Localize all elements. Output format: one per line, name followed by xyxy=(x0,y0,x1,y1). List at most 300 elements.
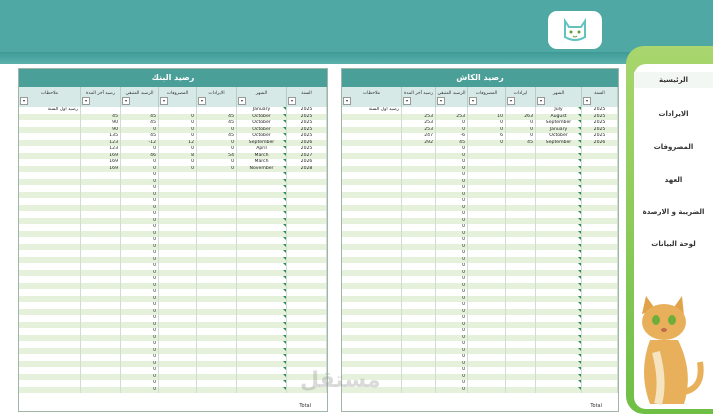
bank-cell[interactable]: 0 xyxy=(121,231,159,238)
cat-logo-icon[interactable] xyxy=(548,11,602,49)
bank-cell[interactable] xyxy=(81,387,121,394)
dropdown-marker-icon xyxy=(578,224,581,227)
bank-cell[interactable]: 45 xyxy=(197,114,237,121)
top-banner xyxy=(0,0,713,64)
bank-cell[interactable]: 0 xyxy=(121,257,159,264)
bank-cell[interactable]: 0 xyxy=(197,127,237,134)
cash-cell[interactable]: 0 xyxy=(436,361,468,368)
bank-cell[interactable]: 0 xyxy=(121,192,159,199)
cash-cell[interactable]: 0 xyxy=(436,192,468,199)
bank-cell[interactable]: 12 xyxy=(159,140,197,147)
cash-cell[interactable]: 0 xyxy=(436,205,468,212)
nav-home[interactable]: الرئيسية xyxy=(634,72,713,88)
dropdown-marker-icon xyxy=(578,179,581,182)
cash-cell[interactable]: August xyxy=(536,114,582,121)
bank-col-header[interactable]: رصيد آخر المدة ▾ xyxy=(81,87,121,107)
bank-cell[interactable]: 123 xyxy=(81,146,121,153)
filter-dropdown-icon[interactable]: ▾ xyxy=(437,97,445,105)
dropdown-marker-icon xyxy=(578,315,581,318)
cash-cell[interactable]: 0 xyxy=(436,198,468,205)
dropdown-marker-icon xyxy=(578,198,581,201)
cash-cell[interactable]: 0 xyxy=(436,237,468,244)
bank-cell[interactable]: 0 xyxy=(197,140,237,147)
bank-cell[interactable]: 8 xyxy=(159,153,197,160)
cash-col-header[interactable]: الشهر ▾ xyxy=(536,87,582,107)
cash-cell[interactable]: 6 xyxy=(468,133,506,140)
bank-cell[interactable]: 0 xyxy=(121,361,159,368)
cash-cell[interactable]: January xyxy=(536,127,582,134)
cash-col-header[interactable]: ايرادات ▾ xyxy=(506,87,536,107)
filter-dropdown-icon[interactable]: ▾ xyxy=(20,97,28,105)
bank-cell[interactable]: 0 xyxy=(197,159,237,166)
bank-cell[interactable]: 0 xyxy=(197,146,237,153)
filter-dropdown-icon[interactable]: ▾ xyxy=(403,97,411,105)
dropdown-marker-icon xyxy=(283,211,286,214)
cash-cell[interactable]: 0 xyxy=(436,380,468,387)
bank-cell[interactable]: October xyxy=(237,133,287,140)
dropdown-marker-icon xyxy=(283,257,286,260)
cash-cell[interactable]: 0 xyxy=(436,354,468,361)
bank-cell[interactable]: 90 xyxy=(81,127,121,134)
dropdown-marker-icon xyxy=(283,354,286,357)
cash-col-header[interactable]: الرصيد المتبقي ▾ xyxy=(436,87,468,107)
nav-revenues[interactable]: الايرادات xyxy=(658,110,689,118)
dropdown-marker-icon xyxy=(283,192,286,195)
cash-cell[interactable]: 0 xyxy=(436,146,468,153)
dropdown-marker-icon xyxy=(578,348,581,351)
dropdown-marker-icon xyxy=(578,166,581,169)
nav-tax-balances[interactable]: الضريبة و الارصدة xyxy=(642,208,705,216)
bank-cell[interactable]: 0 xyxy=(121,166,159,173)
cash-cell[interactable]: 2025 xyxy=(582,120,618,127)
dropdown-marker-icon xyxy=(578,140,581,143)
bank-cell[interactable]: 0 xyxy=(121,237,159,244)
dropdown-marker-icon xyxy=(578,328,581,331)
bank-cell[interactable]: October xyxy=(237,120,287,127)
bank-cell[interactable]: 2026 xyxy=(287,140,327,147)
dropdown-marker-icon xyxy=(578,211,581,214)
cash-cell[interactable]: 253 xyxy=(402,120,436,127)
cash-cell[interactable]: 0 xyxy=(436,328,468,335)
bank-cell[interactable]: 0 xyxy=(121,172,159,179)
cash-cell[interactable]: 2025 xyxy=(582,114,618,121)
bank-cell[interactable]: 0 xyxy=(121,179,159,186)
dropdown-marker-icon xyxy=(578,244,581,247)
dropdown-marker-icon xyxy=(578,133,581,136)
dropdown-marker-icon xyxy=(578,127,581,130)
cash-cell[interactable]: 0 xyxy=(436,348,468,355)
dropdown-marker-icon xyxy=(578,192,581,195)
cash-panel-title: رصيد الكاش xyxy=(342,69,618,87)
dropdown-marker-icon xyxy=(283,283,286,286)
dropdown-marker-icon xyxy=(283,309,286,312)
dropdown-marker-icon xyxy=(283,166,286,169)
dropdown-marker-icon xyxy=(283,185,286,188)
filter-dropdown-icon[interactable]: ▾ xyxy=(507,97,515,105)
bank-cell[interactable]: 123 xyxy=(81,140,121,147)
bank-cell[interactable]: 2025 xyxy=(287,133,327,140)
dropdown-marker-icon xyxy=(283,231,286,234)
bank-cell[interactable]: October xyxy=(237,114,287,121)
dropdown-marker-icon xyxy=(283,302,286,305)
dropdown-marker-icon xyxy=(283,270,286,273)
dropdown-marker-icon xyxy=(283,224,286,227)
bank-cell[interactable]: 0 xyxy=(121,244,159,251)
bank-cell[interactable]: 54 xyxy=(197,153,237,160)
bank-cell[interactable]: March xyxy=(237,159,287,166)
cash-cell[interactable]: 2026 xyxy=(582,140,618,147)
bank-cell[interactable]: 0 xyxy=(121,270,159,277)
dropdown-marker-icon xyxy=(578,387,581,390)
cash-cell[interactable]: 2025 xyxy=(582,133,618,140)
bank-cell[interactable]: 0 xyxy=(121,309,159,316)
filter-dropdown-icon[interactable]: ▾ xyxy=(288,97,296,105)
bank-cell[interactable]: 0 xyxy=(121,354,159,361)
bank-header-row xyxy=(19,87,327,107)
dropdown-marker-icon xyxy=(578,120,581,123)
dropdown-marker-icon xyxy=(578,218,581,221)
cash-cell[interactable]: 0 xyxy=(436,270,468,277)
bank-col-header[interactable]: السنة ▾ xyxy=(287,87,327,107)
bank-cell[interactable]: 0 xyxy=(159,127,197,134)
bank-cell[interactable]: 0 xyxy=(121,263,159,270)
nav-custody[interactable]: العهد xyxy=(664,176,683,184)
cash-cell[interactable]: 253 xyxy=(402,127,436,134)
bank-col-header[interactable]: الايرادات ▾ xyxy=(197,87,237,107)
bank-cell[interactable]: 0 xyxy=(121,348,159,355)
dropdown-marker-icon xyxy=(283,127,286,130)
dropdown-marker-icon xyxy=(578,153,581,156)
cash-cell[interactable]: July xyxy=(536,107,582,114)
filter-dropdown-icon[interactable]: ▾ xyxy=(198,97,206,105)
bank-cell[interactable]: 2027 xyxy=(287,153,327,160)
dropdown-marker-icon xyxy=(283,114,286,117)
bank-cell[interactable]: 2025 xyxy=(287,107,327,114)
bank-cell[interactable]: 2025 xyxy=(287,120,327,127)
bank-cell[interactable]: 0 xyxy=(159,133,197,140)
bank-cell[interactable] xyxy=(237,387,287,394)
dropdown-marker-icon xyxy=(283,380,286,383)
dropdown-marker-icon xyxy=(283,153,286,156)
dropdown-marker-icon xyxy=(578,263,581,266)
cash-cell[interactable]: 0 xyxy=(436,224,468,231)
filter-dropdown-icon[interactable]: ▾ xyxy=(583,97,591,105)
bank-cell[interactable]: 169 xyxy=(81,153,121,160)
bank-cell[interactable]: 0 xyxy=(159,159,197,166)
cash-cell[interactable]: 0 xyxy=(436,341,468,348)
cash-cell[interactable] xyxy=(402,387,436,394)
cash-cell[interactable]: 0 xyxy=(468,127,506,134)
bank-cell[interactable]: 0 xyxy=(121,250,159,257)
cash-cell[interactable]: 0 xyxy=(436,218,468,225)
bank-cell[interactable]: March xyxy=(237,153,287,160)
bank-cell[interactable]: 0 xyxy=(121,218,159,225)
cash-cell[interactable]: 0 xyxy=(436,166,468,173)
bank-panel-title: رصيد البنك xyxy=(19,69,327,87)
dropdown-marker-icon xyxy=(283,315,286,318)
dropdown-marker-icon xyxy=(283,263,286,266)
cash-col-header[interactable]: المصروفات ▾ xyxy=(468,87,506,107)
bank-table-row xyxy=(19,387,327,394)
dropdown-marker-icon xyxy=(578,237,581,240)
cash-cell[interactable]: 10 xyxy=(468,114,506,121)
dropdown-marker-icon xyxy=(578,172,581,175)
cash-cell[interactable] xyxy=(506,387,536,394)
dropdown-marker-icon xyxy=(283,296,286,299)
dropdown-marker-icon xyxy=(578,159,581,162)
cash-cell[interactable]: 263 xyxy=(506,114,536,121)
cash-cell[interactable]: October xyxy=(536,133,582,140)
bank-cell[interactable]: 45 xyxy=(121,114,159,121)
filter-dropdown-icon[interactable]: ▾ xyxy=(537,97,545,105)
bank-cell[interactable]: 90 xyxy=(81,120,121,127)
bank-cell[interactable]: 0 xyxy=(121,159,159,166)
dropdown-marker-icon xyxy=(578,380,581,383)
bank-cell[interactable]: 0 xyxy=(121,380,159,387)
bank-cell[interactable]: 45 xyxy=(197,120,237,127)
dropdown-marker-icon xyxy=(578,205,581,208)
bank-cell[interactable]: 135 xyxy=(81,133,121,140)
cash-cell[interactable]: رصيد اول السنة xyxy=(342,107,402,114)
dropdown-marker-icon xyxy=(578,309,581,312)
nav-expenses[interactable]: المصروفات xyxy=(653,143,694,151)
cash-cell[interactable]: 0 xyxy=(436,387,468,394)
bank-cell[interactable]: 2025 xyxy=(287,127,327,134)
cash-cell[interactable]: -6 xyxy=(436,133,468,140)
bank-cell[interactable]: 45 xyxy=(121,133,159,140)
bank-cell[interactable]: 0 xyxy=(121,205,159,212)
cash-cell[interactable]: 0 xyxy=(436,231,468,238)
cash-cell[interactable]: 0 xyxy=(436,263,468,270)
cash-col-header[interactable]: رصيد آخر المدة ▾ xyxy=(402,87,436,107)
filter-dropdown-icon[interactable]: ▾ xyxy=(238,97,246,105)
cash-cell[interactable]: 0 xyxy=(436,335,468,342)
bank-cell[interactable]: 0 xyxy=(197,166,237,173)
dropdown-marker-icon xyxy=(283,120,286,123)
cash-cell[interactable]: September xyxy=(536,140,582,147)
dropdown-marker-icon xyxy=(283,328,286,331)
cash-cell[interactable]: 0 xyxy=(436,244,468,251)
bank-cell[interactable]: 0 xyxy=(159,120,197,127)
bank-cell[interactable]: 0 xyxy=(121,328,159,335)
bank-cell[interactable]: 0 xyxy=(121,198,159,205)
cash-cell[interactable]: 0 xyxy=(506,127,536,134)
dropdown-marker-icon xyxy=(578,114,581,117)
cash-cell[interactable]: 0 xyxy=(468,120,506,127)
dropdown-marker-icon xyxy=(578,341,581,344)
dropdown-marker-icon xyxy=(578,276,581,279)
cash-cell[interactable]: 0 xyxy=(436,374,468,381)
bank-cell[interactable]: 0 xyxy=(159,114,197,121)
dropdown-marker-icon xyxy=(283,237,286,240)
bank-cell[interactable] xyxy=(19,387,81,394)
dropdown-marker-icon xyxy=(578,374,581,377)
cash-cell[interactable]: 0 xyxy=(436,296,468,303)
bank-cell[interactable]: September xyxy=(237,140,287,147)
bank-cell[interactable]: 0 xyxy=(121,289,159,296)
cash-cell[interactable]: 0 xyxy=(436,289,468,296)
dropdown-marker-icon xyxy=(283,133,286,136)
dropdown-marker-icon xyxy=(578,335,581,338)
filter-dropdown-icon[interactable]: ▾ xyxy=(343,97,351,105)
bank-cell[interactable] xyxy=(197,387,237,394)
cash-cell[interactable]: 0 xyxy=(436,250,468,257)
cash-cell[interactable]: 45 xyxy=(506,140,536,147)
bank-col-header[interactable]: الرصيد المتبقي ▾ xyxy=(121,87,159,107)
dropdown-marker-icon xyxy=(578,270,581,273)
cash-cell[interactable]: 0 xyxy=(436,159,468,166)
cash-cell[interactable]: 0 xyxy=(436,257,468,264)
cash-cell[interactable]: 253 xyxy=(402,114,436,121)
bank-cell[interactable]: 45 xyxy=(81,114,121,121)
cash-cell[interactable]: 0 xyxy=(436,315,468,322)
bank-cell[interactable]: 0 xyxy=(121,146,159,153)
bank-cell[interactable]: 0 xyxy=(121,335,159,342)
bank-total-label: Total xyxy=(299,403,311,409)
cash-cell[interactable]: 0 xyxy=(436,179,468,186)
dropdown-marker-icon xyxy=(578,302,581,305)
bank-cell[interactable]: 169 xyxy=(81,159,121,166)
cash-cell[interactable]: 2025 xyxy=(582,107,618,114)
cash-cell[interactable]: 0 xyxy=(436,120,468,127)
dropdown-marker-icon xyxy=(283,289,286,292)
cash-cell[interactable]: 292 xyxy=(402,140,436,147)
bank-cell[interactable]: 45 xyxy=(197,133,237,140)
cash-col-header[interactable]: ملاحظات ▾ xyxy=(342,87,402,107)
cash-col-header[interactable]: السنة ▾ xyxy=(582,87,618,107)
cash-cell[interactable] xyxy=(536,387,582,394)
bank-cell[interactable]: 2025 xyxy=(287,146,327,153)
cash-cell[interactable]: 0 xyxy=(436,127,468,134)
banner-accent xyxy=(0,52,713,64)
cash-cell[interactable]: 0 xyxy=(506,120,536,127)
bank-cell[interactable]: 169 xyxy=(81,166,121,173)
dropdown-marker-icon xyxy=(283,218,286,221)
dropdown-marker-icon xyxy=(283,335,286,338)
dropdown-marker-icon xyxy=(283,341,286,344)
cash-cell[interactable]: 0 xyxy=(436,276,468,283)
bank-col-header[interactable]: ملاحظات ▾ xyxy=(19,87,81,107)
dropdown-marker-icon xyxy=(578,361,581,364)
nav-dashboard[interactable]: لوحة البيانات xyxy=(651,240,696,248)
bank-cell[interactable]: 45 xyxy=(121,120,159,127)
cash-cell[interactable] xyxy=(582,387,618,394)
dropdown-marker-icon xyxy=(283,387,286,390)
bank-cell[interactable]: 46 xyxy=(121,153,159,160)
bank-col-header[interactable]: المصروفات ▾ xyxy=(159,87,197,107)
dropdown-marker-icon xyxy=(283,179,286,182)
bank-cell[interactable]: رصيد اول السنة xyxy=(19,107,81,114)
bank-cell[interactable]: 0 xyxy=(159,146,197,153)
bank-cell[interactable]: 2028 xyxy=(287,166,327,173)
cash-cell[interactable]: 2025 xyxy=(582,127,618,134)
dropdown-marker-icon xyxy=(578,322,581,325)
bank-cell[interactable]: 0 xyxy=(121,283,159,290)
dropdown-marker-icon xyxy=(283,250,286,253)
bank-cell[interactable]: 0 xyxy=(121,341,159,348)
cash-cell[interactable]: 45 xyxy=(436,140,468,147)
dropdown-marker-icon xyxy=(283,367,286,370)
bank-cell[interactable]: -12 xyxy=(121,140,159,147)
dropdown-marker-icon xyxy=(283,146,286,149)
dropdown-marker-icon xyxy=(578,185,581,188)
cash-cell[interactable]: 0 xyxy=(436,185,468,192)
cash-cell[interactable]: 0 xyxy=(468,140,506,147)
bank-cell[interactable]: 0 xyxy=(121,315,159,322)
filter-dropdown-icon[interactable]: ▾ xyxy=(122,97,130,105)
cash-cell[interactable]: 0 xyxy=(436,309,468,316)
bank-cell[interactable]: 2025 xyxy=(287,114,327,121)
dropdown-marker-icon xyxy=(283,322,286,325)
cash-cell[interactable]: 0 xyxy=(436,283,468,290)
dropdown-marker-icon xyxy=(283,276,286,279)
bank-cell[interactable]: 0 xyxy=(121,224,159,231)
bank-cell[interactable]: 0 xyxy=(121,296,159,303)
cash-cell[interactable] xyxy=(468,387,506,394)
dropdown-marker-icon xyxy=(283,348,286,351)
bank-cell[interactable]: 0 xyxy=(159,166,197,173)
bank-cell[interactable]: January xyxy=(237,107,287,114)
bank-col-header[interactable]: الشهر ▾ xyxy=(237,87,287,107)
bank-cell[interactable]: 0 xyxy=(121,127,159,134)
cash-balance-table xyxy=(341,68,619,412)
filter-dropdown-icon[interactable]: ▾ xyxy=(82,97,90,105)
dropdown-marker-icon xyxy=(283,374,286,377)
cash-cell[interactable]: 0 xyxy=(436,153,468,160)
cash-header-row xyxy=(342,87,618,107)
cash-cell[interactable]: 0 xyxy=(436,211,468,218)
dropdown-marker-icon xyxy=(578,296,581,299)
bank-cell[interactable]: 0 xyxy=(121,211,159,218)
cash-total-label: Total xyxy=(590,403,602,409)
filter-dropdown-icon[interactable]: ▾ xyxy=(160,97,168,105)
bank-cell[interactable]: October xyxy=(237,127,287,134)
bank-cell[interactable]: November xyxy=(237,166,287,173)
cash-cell[interactable]: September xyxy=(536,120,582,127)
bank-cell[interactable]: 0 xyxy=(121,367,159,374)
cash-cell[interactable]: 247 xyxy=(402,133,436,140)
dropdown-marker-icon xyxy=(283,244,286,247)
cash-cell[interactable]: 0 xyxy=(436,172,468,179)
bank-cell[interactable]: April xyxy=(237,146,287,153)
filter-dropdown-icon[interactable]: ▾ xyxy=(469,97,477,105)
bank-cell[interactable]: 0 xyxy=(121,387,159,394)
cash-cell[interactable]: 0 xyxy=(436,322,468,329)
bank-cell[interactable]: 0 xyxy=(121,322,159,329)
dropdown-marker-icon xyxy=(578,283,581,286)
bank-cell[interactable]: 0 xyxy=(121,302,159,309)
dropdown-marker-icon xyxy=(578,354,581,357)
watermark: مستقل xyxy=(300,368,381,393)
cash-cell[interactable]: 0 xyxy=(436,367,468,374)
dropdown-marker-icon xyxy=(578,231,581,234)
dropdown-marker-icon xyxy=(283,159,286,162)
cash-table-row xyxy=(342,387,618,394)
bank-cell[interactable]: 0 xyxy=(121,185,159,192)
dropdown-marker-icon xyxy=(578,250,581,253)
cash-cell[interactable]: 0 xyxy=(506,133,536,140)
dropdown-marker-icon xyxy=(283,198,286,201)
bank-cell[interactable]: 0 xyxy=(121,276,159,283)
bank-balance-table xyxy=(18,68,328,412)
bank-cell[interactable]: 2026 xyxy=(287,159,327,166)
cash-cell[interactable]: 253 xyxy=(436,114,468,121)
dropdown-marker-icon xyxy=(578,146,581,149)
cat-illustration-icon xyxy=(628,292,708,414)
cash-cell[interactable]: 0 xyxy=(436,302,468,309)
bank-cell[interactable] xyxy=(159,387,197,394)
bank-cell[interactable]: 0 xyxy=(121,374,159,381)
